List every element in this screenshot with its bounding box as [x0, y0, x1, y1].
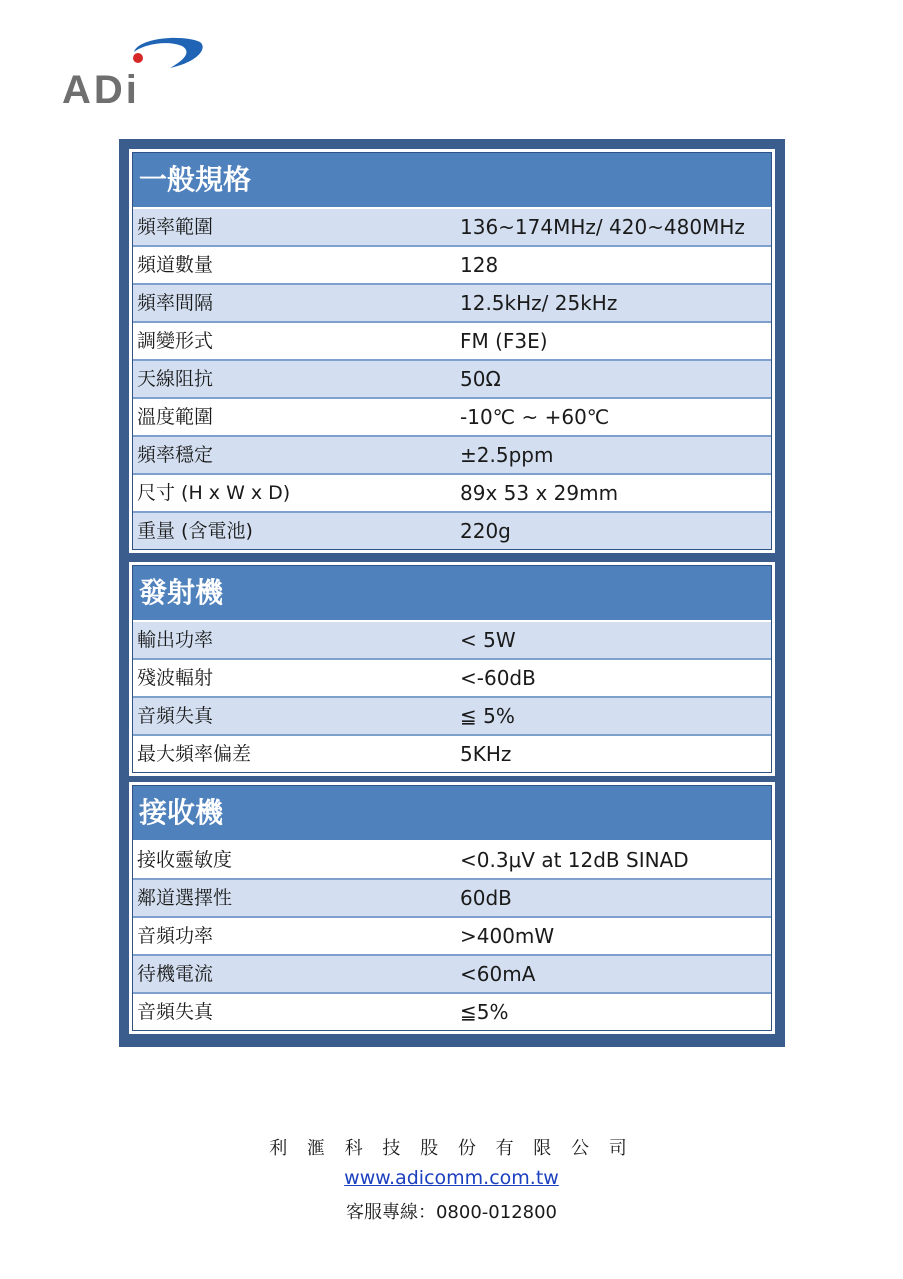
table-row	[133, 736, 771, 772]
row-label: 頻率間隔	[137, 292, 214, 314]
row-label: 接收靈敏度	[137, 849, 233, 871]
row-value: 89x 53 x 29mm	[460, 481, 619, 505]
row-label: 最大頻率偏差	[137, 743, 252, 765]
row-label: 頻道數量	[137, 254, 214, 276]
row-value: <-60dB	[460, 666, 536, 690]
row-label: 尺寸 (H x W x D)	[137, 482, 291, 504]
adi-logo	[62, 34, 207, 112]
row-label: 音頻失真	[137, 1001, 214, 1023]
section-transmitter	[129, 562, 775, 776]
row-value: 50Ω	[460, 367, 501, 391]
section-receiver	[129, 782, 775, 1034]
row-value: ≦ 5%	[460, 704, 515, 728]
row-value: 220g	[460, 519, 511, 543]
row-label: 頻率範圍	[137, 216, 214, 238]
row-label: 重量 (含電池)	[137, 520, 253, 542]
table-row	[133, 475, 771, 513]
table-row	[133, 994, 771, 1030]
row-label: 鄰道選擇性	[137, 887, 233, 909]
section-title: 接收機	[133, 786, 771, 842]
section-title: 一般規格	[133, 153, 771, 209]
row-value: <0.3μV at 12dB SINAD	[460, 848, 689, 872]
table-row	[133, 209, 771, 247]
table-row	[133, 698, 771, 736]
row-value: FM (F3E)	[460, 329, 548, 353]
row-label: 溫度範圍	[137, 406, 214, 428]
table-row	[133, 285, 771, 323]
table-row	[133, 880, 771, 918]
service-hotline: 客服專線：0800-012800	[345, 1202, 558, 1223]
row-value: 5KHz	[460, 742, 512, 766]
spec-table	[119, 139, 785, 1047]
row-value: >400mW	[460, 924, 555, 948]
row-value: 128	[460, 253, 499, 277]
table-row	[133, 622, 771, 660]
table-row	[133, 361, 771, 399]
row-label: 音頻失真	[137, 705, 214, 727]
row-value: 136~174MHz/ 420~480MHz	[460, 215, 745, 239]
row-value: 60dB	[460, 886, 512, 910]
row-label: 音頻功率	[137, 925, 214, 947]
row-label: 調變形式	[137, 330, 214, 352]
table-row	[133, 842, 771, 880]
row-value: ≦5%	[460, 1000, 509, 1024]
row-label: 待機電流	[137, 963, 214, 985]
table-row	[133, 660, 771, 698]
row-value: < 5W	[460, 628, 516, 652]
website-link[interactable]: www.adicomm.com.tw	[344, 1167, 559, 1189]
row-value: ±2.5ppm	[460, 443, 554, 467]
row-value: <60mA	[460, 962, 536, 986]
row-value: -10℃ ~ +60℃	[460, 405, 610, 429]
logo-text: ADi	[62, 68, 140, 112]
section-general	[129, 149, 775, 553]
table-row	[133, 247, 771, 285]
row-label: 輸出功率	[137, 629, 214, 651]
row-label: 頻率穩定	[137, 444, 214, 466]
row-label: 天線阻抗	[137, 368, 214, 390]
section-title: 發射機	[133, 566, 771, 622]
table-row	[133, 437, 771, 475]
table-row	[133, 399, 771, 437]
table-row	[133, 323, 771, 361]
row-label: 殘波輻射	[137, 667, 214, 689]
table-row	[133, 918, 771, 956]
table-row	[133, 513, 771, 549]
company-name: 利 滙 科 技 股 份 有 限 公 司	[269, 1138, 634, 1159]
table-row	[133, 956, 771, 994]
row-value: 12.5kHz/ 25kHz	[460, 291, 618, 315]
